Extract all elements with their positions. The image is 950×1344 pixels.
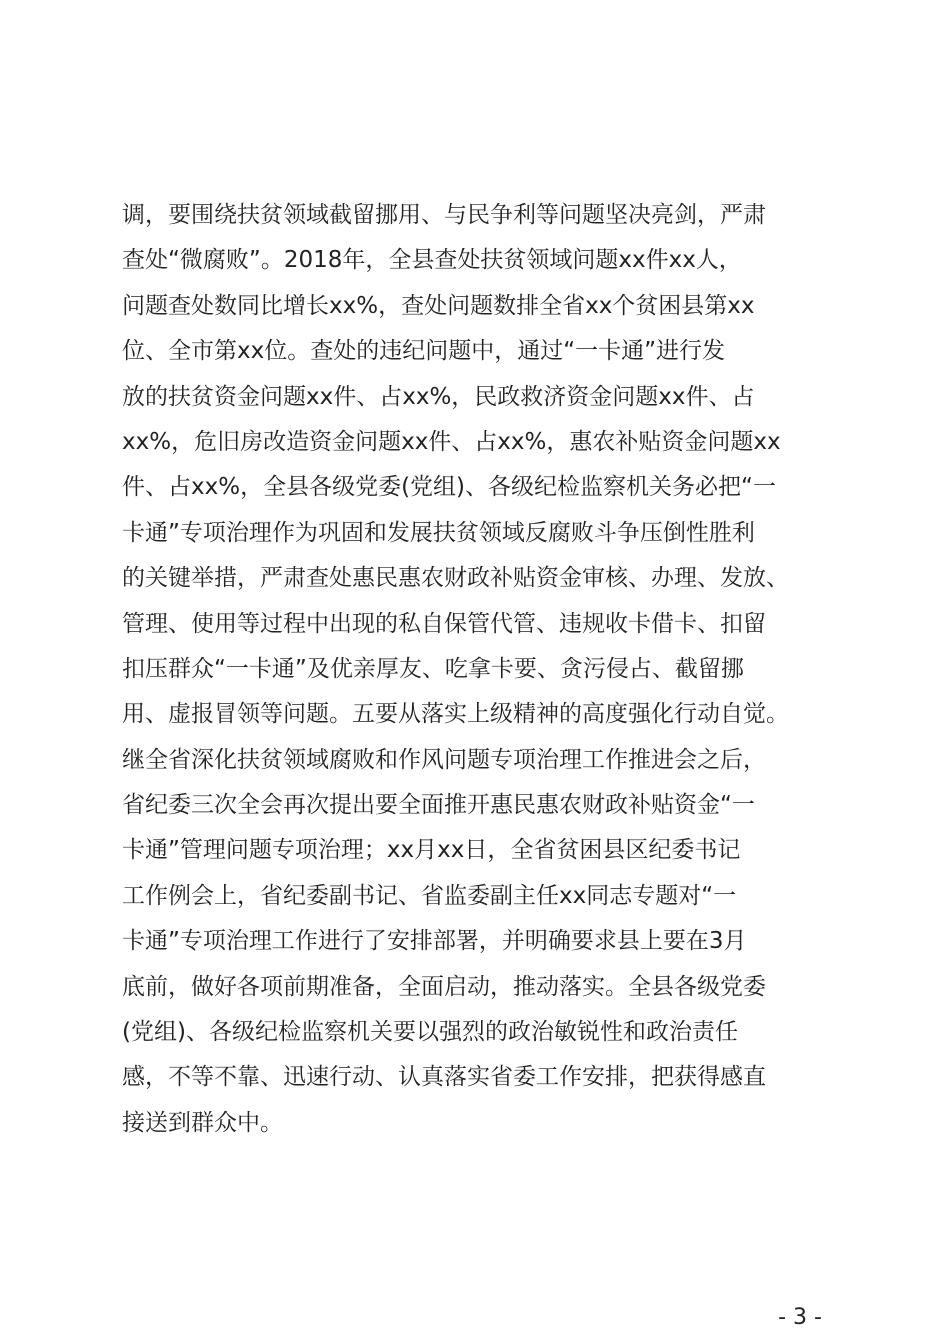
text-line: 卡通”专项治理工作进行了安排部署，并明确要求县上要在3月: [122, 928, 747, 955]
text-line: 感，不等不靠、迅速行动、认真落实省委工作安排，把获得感直: [122, 1064, 766, 1091]
text-line: 用、虚报冒领等问题。五要从落实上级精神的高度强化行动自觉。: [122, 701, 789, 728]
text-line: 省纪委三次全会再次提出要全面推开惠民惠农财政补贴资金“一: [122, 792, 755, 819]
text-line: 继全省深化扶贫领域腐败和作风问题专项治理工作推进会之后，: [122, 746, 766, 773]
text-line: 的关键举措，严肃查处惠民惠农财政补贴资金审核、办理、发放、: [122, 565, 789, 592]
text-line: 问题查处数同比增长xx%，查处问题数排全省xx个贫困县第xx: [122, 292, 755, 319]
text-line: 扣压群众“一卡通”及优亲厚友、吃拿卡要、贪污侵占、截留挪: [122, 655, 744, 682]
text-line: 管理、使用等过程中出现的私自保管代管、违规收卡借卡、扣留: [122, 610, 766, 637]
page-number: - 3 -: [778, 1305, 822, 1330]
text-line: 放的扶贫资金问题xx件、占xx%，民政救济资金问题xx件、占: [122, 383, 755, 410]
text-line: 底前，做好各项前期准备，全面启动，推动落实。全县各级党委: [122, 973, 766, 1000]
text-line: 工作例会上，省纪委副书记、省监委副主任xx同志专题对“一: [122, 882, 737, 909]
body-paragraph: [122, 193, 842, 1146]
text-line: (党组)、各级纪检监察机关要以强烈的政治敏锐性和政治责任: [122, 1019, 738, 1046]
text-line: xx%，危旧房改造资金问题xx件、占xx%，惠农补贴资金问题xx: [122, 428, 781, 455]
text-line: 件、占xx%，全县各级党委(党组)、各级纪检监察机关务必把“一: [122, 474, 776, 501]
text-line: 查处“微腐败”。2018年，全县查处扶贫领域问题xx件xx人，: [122, 247, 742, 274]
text-line: 卡通”专项治理作为巩固和发展扶贫领域反腐败斗争压倒性胜利: [122, 519, 755, 546]
text-line: 调，要围绕扶贫领域截留挪用、与民争利等问题坚决亮剑，严肃: [122, 202, 766, 228]
text-line: 位、全市第xx位。查处的违纪问题中，通过“一卡通”进行发: [122, 338, 726, 365]
text-line: 卡通”管理问题专项治理；xx月xx日，全省贫困县区纪委书记: [122, 837, 741, 864]
text-line: 接送到群众中。: [122, 1109, 283, 1136]
